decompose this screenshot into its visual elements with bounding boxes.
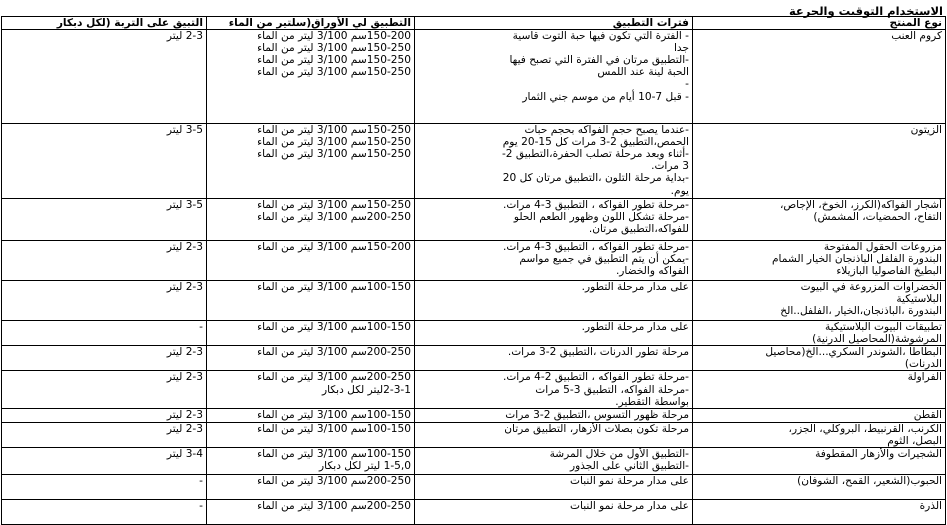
timing-cell-line: - (685, 78, 689, 91)
crop-cell-line: البطيخ الفاصوليا البازيلاء (836, 265, 942, 278)
timing-cell (415, 346, 693, 371)
timing-cell-line: -بداية مرحلة التلون ،التطبيق مرتان كل 20 (502, 172, 689, 185)
crop-cell-line: المرشوشة(المحاصيل الدرنية) (812, 333, 942, 346)
timing-cell-line: الحبة لينة عند اللمس (597, 66, 689, 79)
foliar-cell-line: 100-150سم 3/100 ليتر من الماء (257, 447, 411, 460)
crop-cell (693, 199, 946, 241)
soil-cell: 2-3 ليتر (2, 281, 207, 321)
timing-cell-line: -أثناء وبعد مرحلة تصلب الحفرة،التطبيق 2- (501, 148, 689, 161)
timing-cell-line: -مرحلة تطور الفواكه ، التطبيق 3-4 مرات. (502, 241, 689, 254)
timing-cell-line: مرحلة تكون بصلات الأزهار، التطبيق مرتان (504, 422, 689, 435)
crop-cell (693, 124, 946, 199)
foliar-cell-line: 150-250سم 3/100 ليتر من الماء (257, 199, 411, 212)
foliar-cell-line: 150-250سم 3/100 ليتر من الماء (257, 136, 411, 149)
timing-cell (415, 474, 693, 499)
foliar-cell-line: 1-5,0 ليتر لكل دبكار (319, 459, 411, 472)
crop-cell-line: الذرة (919, 499, 942, 512)
foliar-cell-line: 150-250سم 3/100 ليتر من الماء (257, 42, 411, 55)
soil-cell: 2-3 ليتر (2, 241, 207, 281)
timing-cell-line: مرحلة ظهور التسوس ،التطبيق 2-3 مرات (505, 409, 689, 422)
crop-cell (693, 474, 946, 499)
timing-cell-line: -مرحلة الفواكه، التطبيق 3-5 مرات (535, 383, 689, 396)
foliar-cell-line: 200-250سم 3/100 ليتر من الماء (257, 474, 411, 487)
table-row (2, 346, 946, 371)
timing-cell (415, 241, 693, 281)
foliar-cell-line: 100-150سم 3/100 ليتر من الماء (257, 281, 411, 294)
crop-cell-line: مزروعات الحقول المفتوحة (823, 241, 942, 254)
timing-cell-line: على مدار مرحلة نمو النبات (570, 499, 689, 512)
foliar-cell-line: 100-150سم 3/100 ليتر من الماء (257, 409, 411, 422)
soil-cell: - (2, 474, 207, 499)
document-title: الاستخدام التوقيت والجرعة (788, 4, 943, 18)
soil-cell: - (2, 499, 207, 524)
timing-cell-line: على مدار مرحلة نمو النبات (570, 474, 689, 487)
timing-cell-line: يوم. (670, 184, 689, 197)
timing-cell-line: على مدار مرحلة التطور. (581, 321, 689, 334)
crop-cell-line: البندورة ،الباذنجان،الخيار ،الفلفل..الخ (780, 305, 942, 318)
timing-cell (415, 199, 693, 241)
crop-cell (693, 281, 946, 321)
soil-cell: 2-3 ليتر (2, 409, 207, 422)
timing-cell (415, 321, 693, 346)
foliar-cell-line: 150-250سم 3/100 ليتر من الماء (257, 66, 411, 79)
foliar-cell-line: 150-200سم 3/100 ليتر من الماء (257, 241, 411, 254)
timing-cell-line: -التطبيق مرتان في الفترة التي تصبح فيها (509, 54, 689, 67)
header-soil: التبيق على التربة (لكل دبكار (2, 17, 207, 30)
foliar-cell-line: 150-250سم 3/100 ليتر من الماء (257, 124, 411, 137)
foliar-cell-line: 200-250سم 3/100 ليتر من الماء (257, 211, 411, 224)
foliar-cell-line: 2-3-1ليتر لكل دبكار (321, 383, 411, 396)
foliar-cell (207, 346, 415, 371)
timing-cell-line: -يمكن أن يتم التطبيق في جميع مواسم (519, 253, 689, 266)
crop-cell (693, 241, 946, 281)
timing-cell (415, 409, 693, 422)
header-crop: نوع المنتج (693, 17, 946, 30)
table-row (2, 281, 946, 321)
foliar-cell-line: 150-200سم 3/100 ليتر من الماء (257, 30, 411, 43)
header-timing: فترات التطبيق (415, 17, 693, 30)
timing-cell-line: -مرحلة تطور الفواكه ، التطبيق 3-4 مرات. (502, 199, 689, 212)
timing-cell (415, 30, 693, 124)
foliar-cell (207, 422, 415, 447)
soil-cell: 3-5 ليتر (2, 124, 207, 199)
timing-cell-line: مرحلة تطور الدرنات ،التطبيق 2-3 مرات. (507, 346, 689, 359)
timing-cell-line: -مرحلة تطور الفواكه ، التطبيق 2-4 مرات. (502, 371, 689, 384)
crop-cell-line: التفاح، الحمضيات، المشمش) (813, 211, 942, 224)
crop-cell-line: الخضراوات المزروعة في البيوت (800, 281, 942, 294)
foliar-cell-line: 200-250سم 3/100 ليتر من الماء (257, 499, 411, 512)
crop-cell-line: البصل، الثوم (887, 434, 942, 447)
timing-cell (415, 124, 693, 199)
timing-cell-line: - قبل 7-10 أيام من موسم جني الثمار (522, 90, 689, 103)
table-row (2, 499, 946, 524)
soil-cell: 2-3 ليتر (2, 346, 207, 371)
timing-cell-line: الفواكه والخضار. (615, 265, 689, 278)
foliar-cell (207, 241, 415, 281)
timing-cell-line: جدا (673, 42, 689, 55)
soil-cell: 3-4 ليتر (2, 447, 207, 474)
table-row (2, 124, 946, 199)
foliar-cell (207, 371, 415, 409)
foliar-cell (207, 474, 415, 499)
foliar-cell (207, 199, 415, 241)
crop-cell-line: تطبيقات البيوت البلاستيكية (824, 321, 942, 334)
table-row (2, 474, 946, 499)
table-row (2, 422, 946, 447)
timing-cell-line: -مرحلة تشكل اللون وظهور الطعم الحلو (513, 211, 689, 224)
timing-cell (415, 499, 693, 524)
soil-cell: 2-3 ليتر (2, 422, 207, 447)
crop-cell-line: البطاطا ،الشوندر السكري...الخ(محاصيل (765, 346, 942, 359)
crop-cell-line: الزيتون (910, 124, 942, 137)
foliar-cell (207, 409, 415, 422)
crop-cell-line: البندورة الفلفل الباذنجان الخيار الشمام (772, 253, 942, 266)
table-row (2, 30, 946, 124)
table-row (2, 241, 946, 281)
foliar-cell-line: 150-250سم 3/100 ليتر من الماء (257, 148, 411, 161)
crop-cell (693, 422, 946, 447)
crop-cell-line: كروم العنب (891, 30, 942, 43)
timing-cell (415, 281, 693, 321)
table-row (2, 447, 946, 474)
foliar-cell-line: 200-250سم 3/100 ليتر من الماء (257, 371, 411, 384)
table-row (2, 199, 946, 241)
header-foliar: التطبيق لي الأوراق(سلتير من الماء (207, 17, 415, 30)
crop-cell (693, 30, 946, 124)
timing-cell (415, 422, 693, 447)
foliar-cell (207, 321, 415, 346)
table-body (2, 30, 946, 525)
soil-cell: 2-3 ليتر (2, 371, 207, 409)
dosage-table (1, 16, 946, 525)
timing-cell-line: -التطبيق الأول من خلال المرشة (549, 447, 689, 460)
timing-cell-line: -عندما يصبح حجم الفواكه بحجم حبات (524, 124, 689, 137)
crop-cell-line: الفراولة (907, 371, 942, 384)
soil-cell: 2-3 ليتر (2, 30, 207, 124)
table-row (2, 409, 946, 422)
crop-cell (693, 499, 946, 524)
timing-cell-line: 3 مرات. (651, 160, 689, 173)
crop-cell-line: الدرنات) (904, 358, 942, 371)
foliar-cell (207, 281, 415, 321)
crop-cell (693, 321, 946, 346)
foliar-cell-line: 150-250سم 3/100 ليتر من الماء (257, 54, 411, 67)
crop-cell (693, 371, 946, 409)
timing-cell-line: بواسطة التقطير. (615, 395, 689, 408)
table-row (2, 321, 946, 346)
foliar-cell (207, 30, 415, 124)
timing-cell (415, 447, 693, 474)
foliar-cell-line: 100-150سم 3/100 ليتر من الماء (257, 422, 411, 435)
crop-cell-line: الحبوب(الشعير، القمح، الشوفان) (797, 474, 942, 487)
crop-cell (693, 409, 946, 422)
crop-cell-line: القطن (913, 409, 942, 422)
timing-cell (415, 371, 693, 409)
timing-cell-line: -التطبيق الثاني على الجذور (569, 459, 689, 472)
foliar-cell-line: 200-250سم 3/100 ليتر من الماء (257, 346, 411, 359)
timing-cell-line: على مدار مرحلة التطور. (581, 281, 689, 294)
crop-cell (693, 447, 946, 474)
timing-cell-line: الحمص،التطبيق 2-3 مرات كل 15-20 يوم (502, 136, 689, 149)
timing-cell-line: للفواكه،التطبيق مرتان. (588, 223, 689, 236)
crop-cell-line: أشجار الفواكه(الكرز، الخوخ، الإجاص، (779, 199, 942, 212)
crop-cell-line: الكرنب، القرنبيط، البروكلي، الجزر، (788, 422, 942, 435)
timing-cell-line: - الفترة التي تكون فيها حبة التوت قاسية (512, 30, 689, 43)
foliar-cell (207, 124, 415, 199)
foliar-cell (207, 499, 415, 524)
table-header-row (2, 17, 946, 30)
foliar-cell-line: 100-150سم 3/100 ليتر من الماء (257, 321, 411, 334)
crop-cell (693, 346, 946, 371)
crop-cell-line: الشجيرات والأزهار المقطوفة (815, 447, 942, 460)
soil-cell: - (2, 321, 207, 346)
crop-cell-line: البلاستيكية (896, 293, 942, 306)
table-row (2, 371, 946, 409)
foliar-cell (207, 447, 415, 474)
soil-cell: 3-5 ليتر (2, 199, 207, 241)
